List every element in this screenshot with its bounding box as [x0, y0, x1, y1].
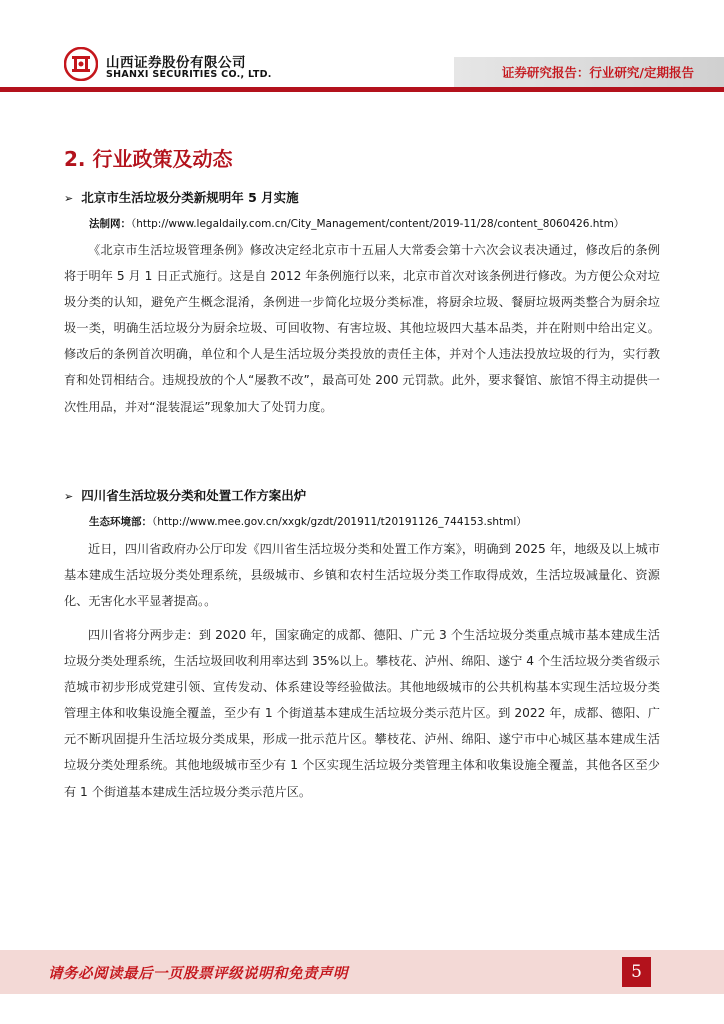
- news-heading-beijing: [64, 188, 299, 206]
- news-paragraph: 四川省将分两步走：到 2020 年，国家确定的成都、德阳、广元 3 个生活垃圾分类重点城市基本建成生活垃圾分类处理系统，生活垃圾回收利用率达到 35%以上。攀枝花、泸州、绵阳、遂宁 4 个生活垃圾分类省级示范城市初步形成党建引领、宣传发动、体系建设等经验做法。其他地级城市的公共机构基本实现生活垃圾分类管理主体和收集设施全覆盖，至少有 1 个街道基本建成生活垃圾分类示范片区。到 2022 年，成都、德阳、广元不断巩固提升生活垃圾分类成果，形成一批示范片区。攀枝花、泸州、绵阳、遂宁市中心城区基本建成生活垃圾分类处理系统。其他地级城市至少有 1 个区实现生活垃圾分类管理主体和收集设施全覆盖，其他各区至少有 1 个街道基本建成生活垃圾分类示范片区。: [64, 628, 660, 799]
- report-type: 证券研究报告：行业研究/定期报告: [501, 65, 694, 80]
- page-header: [0, 0, 724, 92]
- company-logo-icon: [64, 47, 98, 81]
- news-heading-sichuan: [64, 486, 306, 504]
- source-label: 法制网：: [89, 218, 131, 230]
- report-type-band: [454, 57, 724, 87]
- header-divider: [0, 87, 724, 92]
- news-paragraph: 近日，四川省政府办公厅印发《四川省生活垃圾分类和处置工作方案》，明确到 2025 年，地级及以上城市基本建成生活垃圾分类处理系统，县级城市、乡镇和农村生活垃圾分类工作取得成效，生活垃圾减量化、资源化、无害化水平显著提高。。: [64, 542, 660, 609]
- company-name-cn: 山西证券股份有限公司: [106, 55, 246, 71]
- source-label: 生态环境部：: [89, 516, 152, 528]
- bullet-arrow-icon: ➢: [64, 490, 74, 503]
- source-url: （http://www.mee.gov.cn/xxgk/gzdt/201911/t20191126_744153.shtml）: [152, 516, 527, 528]
- company-name-en: SHANXI SECURITIES CO., LTD.: [106, 69, 272, 80]
- section-title: 2. 行业政策及动态: [64, 147, 233, 171]
- news-source-beijing: [89, 216, 624, 231]
- source-url: （http://www.legaldaily.com.cn/City_Management/content/2019-11/28/content_8060426.htm）: [131, 218, 625, 230]
- news-heading-text: 四川省生活垃圾分类和处置工作方案出炉: [81, 488, 307, 503]
- news-heading-text: 北京市生活垃圾分类新规明年 5 月实施: [81, 190, 299, 205]
- footer-disclaimer: 请务必阅读最后一页股票评级说明和免责声明: [48, 966, 348, 982]
- news-paragraph: 《北京市生活垃圾管理条例》修改决定经北京市十五届人大常委会第十六次会议表决通过，修改后的条例将于明年 5 月 1 日正式施行。这是自 2012 年条例施行以来，北京市首次对该条例进行修改。为方便公众对垃圾分类的认知，避免产生概念混淆，条例进一步简化垃圾分类标准，将厨余垃圾、餐厨垃圾两类整合为厨余垃圾一类，明确生活垃圾分为厨余垃圾、可回收物、有害垃圾、其他垃圾四大基本品类，并在附则中给出定义。修改后的条例首次明确，单位和个人是生活垃圾分类投放的责任主体，并对个人违法投放垃圾的行为，实行教育和处罚相结合。违规投放的个人“屡教不改”，最高可处 200 元罚款。此外，要求餐馆、旅馆不得主动提供一次性用品，并对“混装混运”现象加大了处罚力度。: [64, 243, 660, 414]
- page-number: 5: [622, 957, 651, 987]
- bullet-arrow-icon: ➢: [64, 192, 74, 205]
- news-source-sichuan: [89, 514, 527, 529]
